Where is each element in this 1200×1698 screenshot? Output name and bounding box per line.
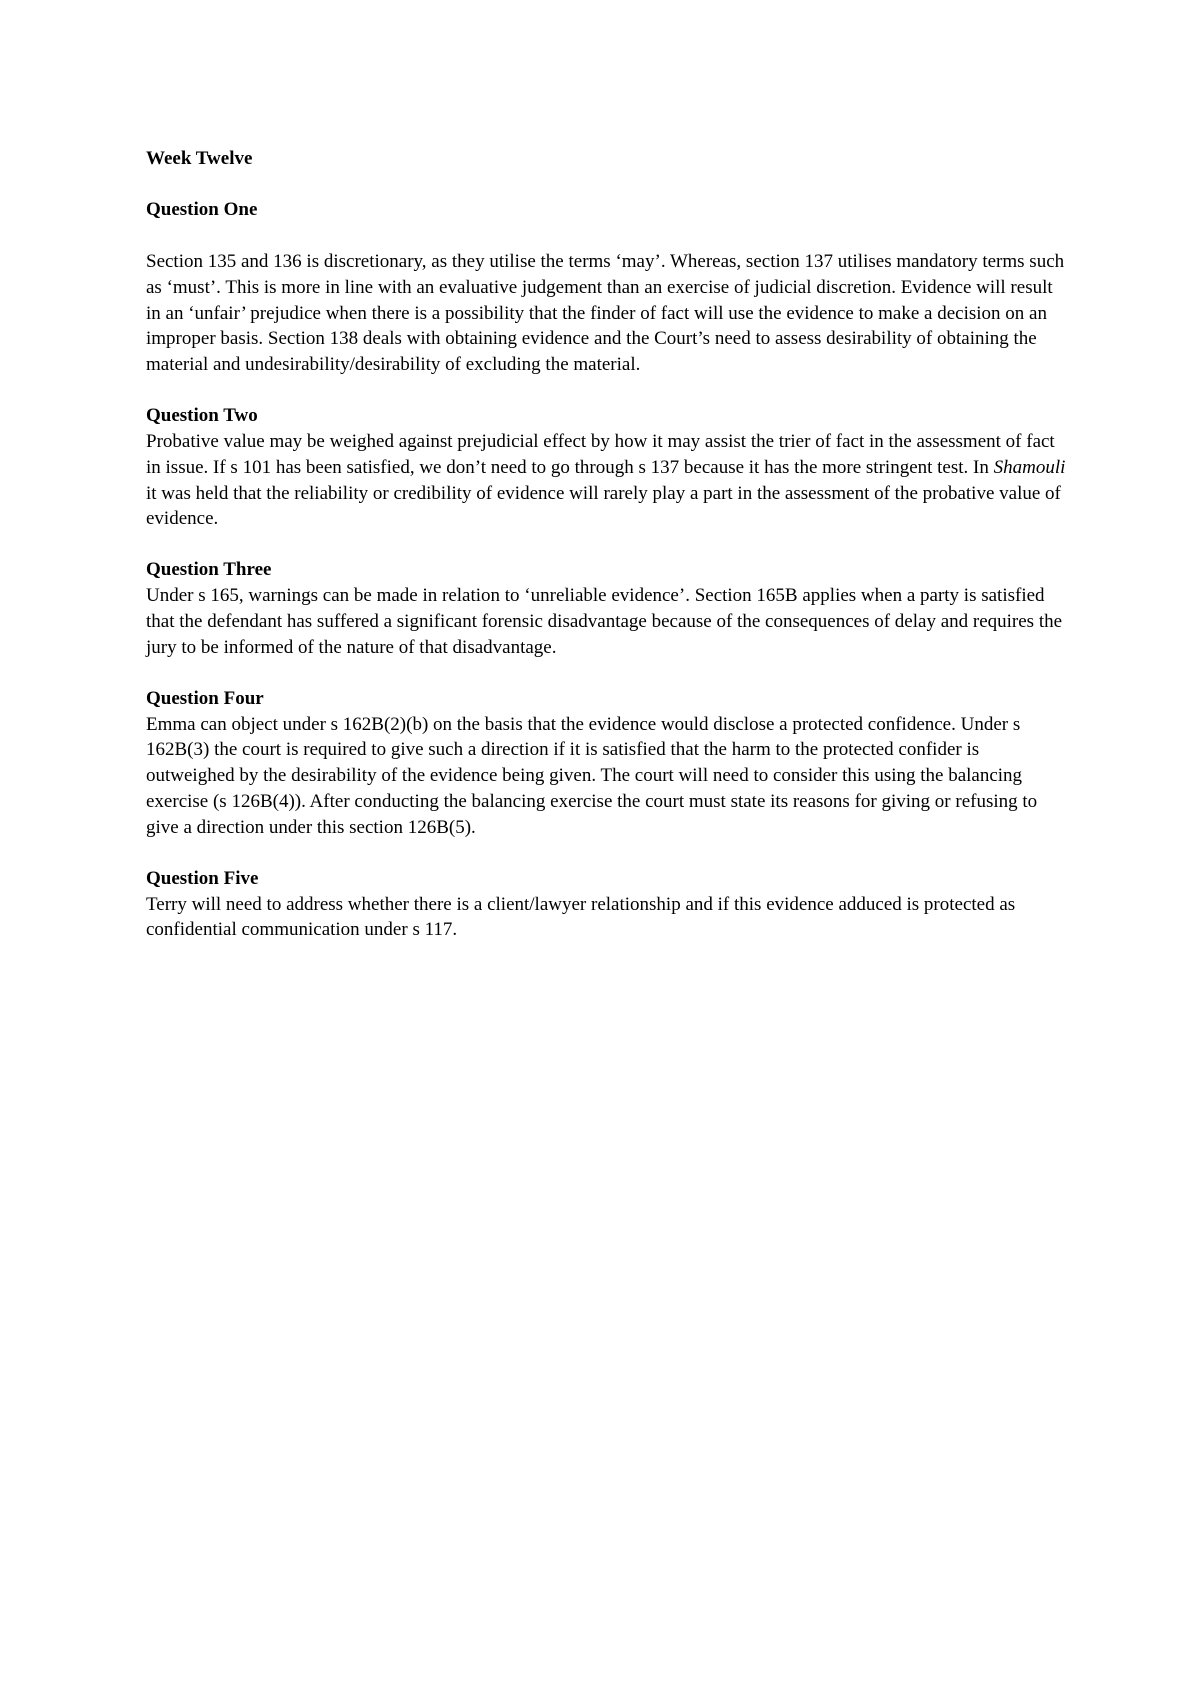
question-four-answer: Emma can object under s 162B(2)(b) on the basis that the evidence would disclose a protected confidence. Under s 162B(3) the court is required to give such a direction if it is satisfied that the harm to the protected confider is outweighed by the desirability of the evidence being given. The court will need to consider this using the balancing exercise (s 126B(4)). After conducting the balancing exercise the court must state its reasons for giving or refusing to give a direction under this section 126B(5). (146, 713, 1038, 838)
question-two-answer-part1: Probative value may be weighed against prejudicial effect by how it may assist the trier of fact in the assessment of fact in issue. If s 101 has been satisfied, we don’t need to go through s 137 because it has the more stringent test. In (146, 430, 1055, 478)
question-five-answer: Terry will need to address whether there is a client/lawyer relationship and if this evidence adduced is protected as confidential communication under s 117. (146, 893, 1016, 941)
question-four-section (146, 686, 1066, 841)
question-two-answer-part2: it was held that the reliability or credibility of evidence will rarely play a part in the assessment of the probative value of evidence. (146, 482, 1061, 530)
question-two-section (146, 403, 1066, 532)
question-five-section (146, 866, 1066, 944)
case-name-shamouli: Shamouli (993, 456, 1066, 478)
question-three-heading: Question Three (146, 559, 272, 581)
question-five-heading: Question Five (146, 867, 259, 889)
document-page (146, 146, 1066, 968)
question-three-section (146, 557, 1066, 660)
question-one-section (146, 197, 1066, 378)
question-two-heading: Question Two (146, 404, 258, 426)
document-title: Week Twelve (146, 148, 253, 169)
question-three-answer: Under s 165, warnings can be made in relation to ‘unreliable evidence’. Section 165B applies when a party is satisfied that the defendant has suffered a significant forensic disadvantage because of the consequences of delay and requires the jury to be informed of the nature of that disadvantage. (146, 585, 1063, 658)
question-four-heading: Question Four (146, 687, 264, 709)
question-two-answer (146, 429, 1066, 532)
question-one-heading: Question One (146, 199, 258, 220)
question-one-answer: Section 135 and 136 is discretionary, as they utilise the terms ‘may’. Whereas, section 137 utilises mandatory terms such as ‘must’. This is more in line with an evaluative judgement than an exercise of judicial discretion. Evidence will result in an ‘unfair’ prejudice when there is a possibility that the finder of fact will use the evidence to make a decision on an improper basis. Section 138 deals with obtaining evidence and the Court’s need to assess desirability of obtaining the material and undesirability/desirability of excluding the material. (146, 251, 1065, 376)
